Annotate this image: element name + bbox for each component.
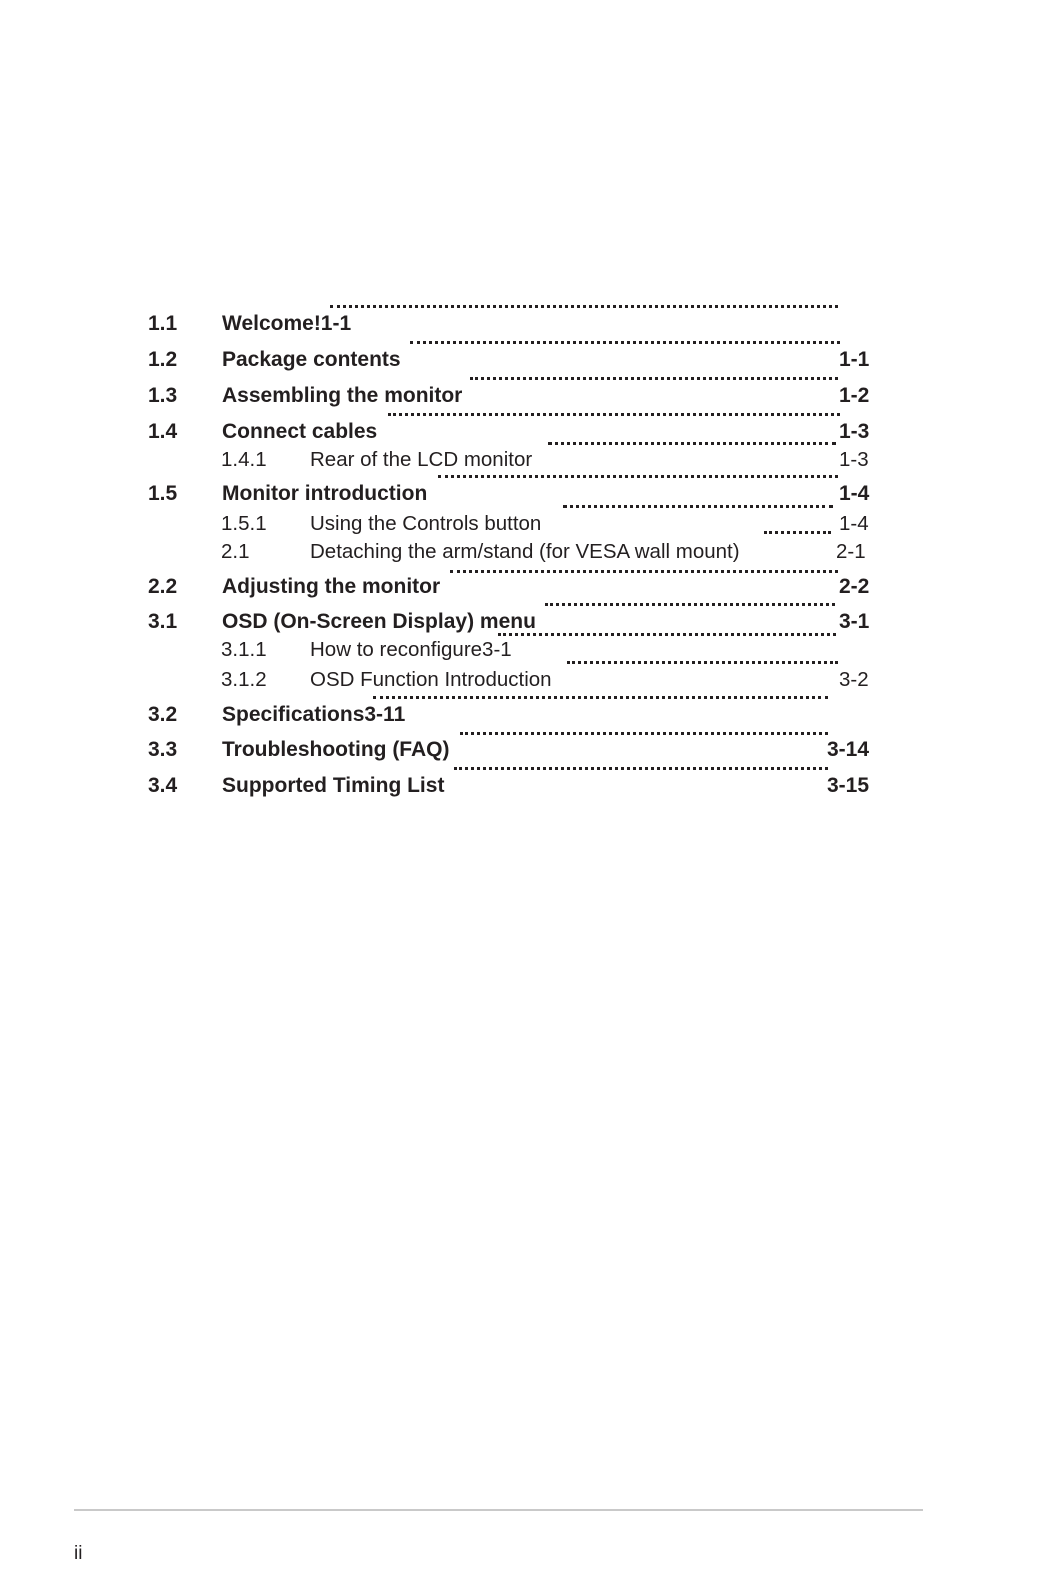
toc-entry-title: Monitor introduction bbox=[222, 482, 428, 505]
dot-leader bbox=[330, 305, 838, 308]
toc-entry-number: 1.5.1 bbox=[221, 512, 267, 535]
toc-entry-number: 2.1 bbox=[221, 540, 250, 563]
toc-entry-page: 1-4 bbox=[839, 482, 870, 505]
dot-leader bbox=[460, 732, 828, 735]
toc-entry-number: 3.1.2 bbox=[221, 668, 267, 691]
dot-leader bbox=[567, 661, 838, 664]
toc-entry-number: 3.1 bbox=[148, 610, 178, 633]
toc-entry-page: 2-2 bbox=[839, 575, 870, 598]
toc-entry-title: Supported Timing List bbox=[222, 774, 445, 797]
toc-entry-number: 3.4 bbox=[148, 774, 178, 797]
toc-entry-title: Welcome!1-1 bbox=[222, 312, 352, 335]
toc-entry-page: 1-3 bbox=[839, 448, 869, 471]
toc-entry-number: 1.5 bbox=[148, 482, 178, 505]
dot-leader bbox=[498, 633, 836, 636]
toc-entry-number: 1.1 bbox=[148, 312, 178, 335]
toc-entry-number: 1.2 bbox=[148, 348, 178, 371]
toc-entry-number: 1.4.1 bbox=[221, 448, 267, 471]
toc-entry-page: 3-2 bbox=[839, 668, 869, 691]
toc-entry-title: Adjusting the monitor bbox=[222, 575, 441, 598]
toc-entry-title: Specifications3-11 bbox=[222, 703, 406, 726]
toc-entry-number: 3.2 bbox=[148, 703, 178, 726]
dot-leader bbox=[454, 767, 828, 770]
toc-entry-title: Assembling the monitor bbox=[222, 384, 463, 407]
dot-leader bbox=[470, 377, 838, 380]
toc-entry-title: Rear of the LCD monitor bbox=[310, 448, 533, 471]
toc-entry-number: 1.4 bbox=[148, 420, 178, 443]
toc-entry-title: OSD Function Introduction bbox=[310, 668, 552, 691]
dot-leader bbox=[545, 603, 835, 606]
toc-entry-number: 2.2 bbox=[148, 575, 178, 598]
dot-leader bbox=[410, 341, 840, 344]
dot-leader bbox=[563, 505, 833, 508]
toc-entry-title: Package contents bbox=[222, 348, 401, 371]
toc-entry-page: 1-2 bbox=[839, 384, 870, 407]
dot-leader bbox=[450, 570, 838, 573]
toc-entry-number: 3.1.1 bbox=[221, 638, 267, 661]
toc-entry-title: Troubleshooting (FAQ) bbox=[222, 738, 450, 761]
toc-entry-title: Detaching the arm/stand (for VESA wall mount) bbox=[310, 540, 740, 563]
dot-leader bbox=[764, 531, 831, 534]
toc-entry-number: 1.3 bbox=[148, 384, 178, 407]
footer-divider bbox=[74, 1509, 923, 1511]
dot-leader bbox=[388, 413, 840, 416]
toc-entry-title: Connect cables bbox=[222, 420, 378, 443]
toc-entry-page: 3-1 bbox=[839, 610, 870, 633]
toc-entry-number: 3.3 bbox=[148, 738, 178, 761]
toc-entry-page: 1-4 bbox=[839, 512, 869, 535]
toc-entry-title: How to reconfigure3-1 bbox=[310, 638, 512, 661]
toc-entry-title: OSD (On-Screen Display) menu bbox=[222, 610, 536, 633]
toc-entry-page: 1-1 bbox=[839, 348, 870, 371]
toc-entry-page: 3-15 bbox=[827, 774, 870, 797]
dot-leader bbox=[548, 442, 836, 445]
toc-entry-page: 3-14 bbox=[827, 738, 870, 761]
toc-entry-page: 1-3 bbox=[839, 420, 870, 443]
toc-entry-title: Using the Controls button bbox=[310, 512, 542, 535]
toc-entry-page: 2-1 bbox=[836, 540, 866, 563]
dot-leader bbox=[438, 475, 838, 478]
dot-leader bbox=[373, 696, 828, 699]
page-number: ii bbox=[74, 1543, 83, 1564]
